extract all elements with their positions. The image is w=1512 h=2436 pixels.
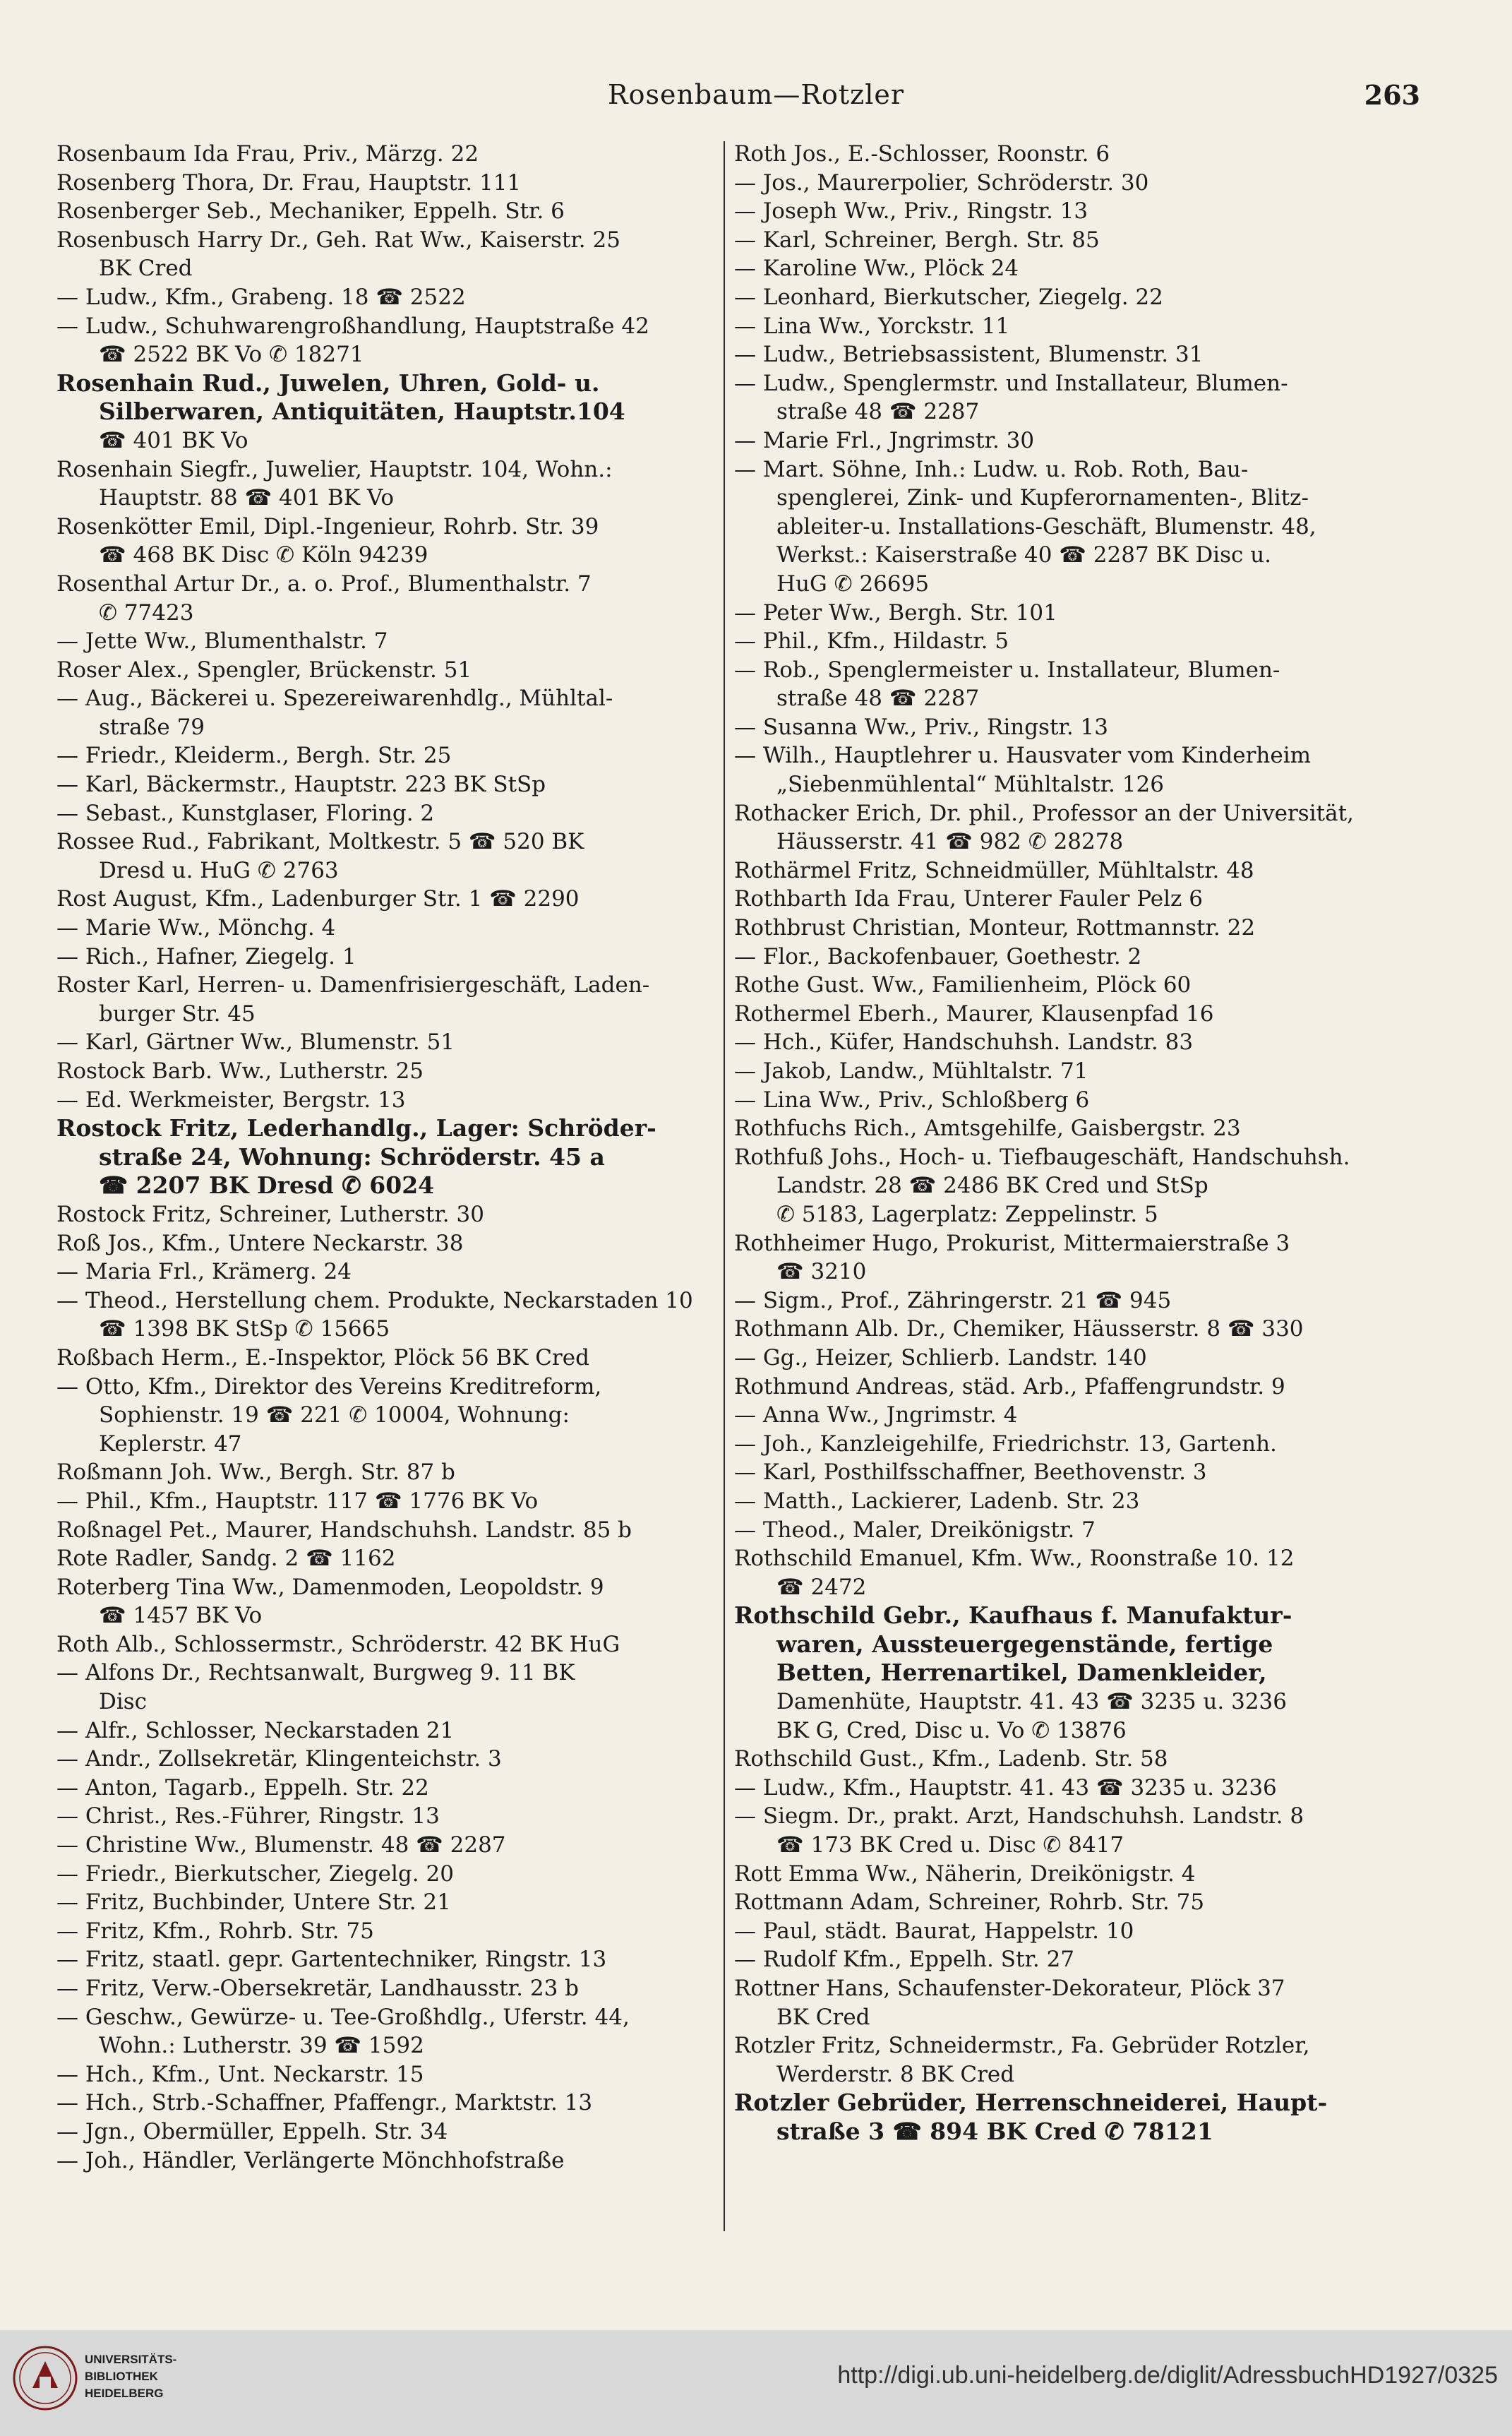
directory-entry-line: straße 3 ☎ 894 BK Cred ✆ 78121 <box>776 2117 1213 2145</box>
library-seal-icon <box>11 2343 79 2413</box>
directory-entry-line: — Friedr., Bierkutscher, Ziegelg. 20 <box>56 1861 454 1887</box>
directory-entry-line: Rothschild Emanuel, Kfm. Ww., Roonstraße 10. 12 <box>734 1546 1295 1572</box>
directory-entry-line: Roster Karl, Herren- u. Damenfrisiergeschäft, Laden- <box>56 972 650 998</box>
directory-entry-line: Rottmann Adam, Schreiner, Rohrb. Str. 75 <box>734 1889 1205 1916</box>
directory-entry-line: Rosenberg Thora, Dr. Frau, Hauptstr. 111 <box>56 169 522 196</box>
directory-entry-line: — Rob., Spenglermeister u. Installateur, Blumen- <box>734 657 1280 683</box>
directory-entry-line: ☎ 1398 BK StSp ✆ 15665 <box>99 1316 390 1342</box>
directory-entry-line: Rostock Barb. Ww., Lutherstr. 25 <box>56 1058 424 1084</box>
directory-entry-line: — Fritz, Buchbinder, Untere Str. 21 <box>56 1889 451 1916</box>
directory-entry-line: ☎ 1457 BK Vo <box>99 1603 263 1629</box>
directory-entry-line: — Marie Frl., Jngrimstr. 30 <box>734 427 1035 453</box>
directory-entry-line: — Karoline Ww., Plöck 24 <box>734 256 1019 282</box>
directory-entry-line: — Joh., Händler, Verlängerte Mönchhofstraße <box>56 2147 565 2173</box>
directory-entry-line: — Christine Ww., Blumenstr. 48 ☎ 2287 <box>56 1832 506 1858</box>
directory-entry-line: — Matth., Lackierer, Ladenb. Str. 23 <box>734 1488 1140 1514</box>
directory-entry-line: Rothfuß Johs., Hoch- u. Tiefbaugeschäft, Handschuhsh. <box>734 1144 1350 1170</box>
directory-entry-line: — Karl, Posthilfsschaffner, Beethovenstr. 3 <box>734 1459 1207 1486</box>
directory-entry-line: Rothacker Erich, Dr. phil., Professor an der Universität, <box>734 800 1354 826</box>
directory-entry-line: Roth Alb., Schlossermstr., Schröderstr. 42 BK HuG <box>56 1631 620 1657</box>
directory-entry-line: Roßnagel Pet., Maurer, Handschuhsh. Landstr. 85 b <box>56 1517 632 1543</box>
directory-entry-line: ☎ 2207 BK Dresd ✆ 6024 <box>99 1171 435 1200</box>
directory-entry-line: ☎ 468 BK Disc ✆ Köln 94239 <box>99 542 428 568</box>
directory-entry-line: — Theod., Maler, Dreikönigstr. 7 <box>734 1517 1096 1543</box>
directory-entry-line: — Hch., Kfm., Unt. Neckarstr. 15 <box>56 2061 424 2087</box>
directory-entry-line: — Fritz, Verw.-Obersekretär, Landhausstr. 23 b <box>56 1976 580 2001</box>
library-name <box>85 2351 176 2402</box>
directory-entry-line: — Rudolf Kfm., Eppelh. Str. 27 <box>734 1947 1075 1973</box>
directory-entry-line: — Mart. Söhne, Inh.: Ludw. u. Rob. Roth, Bau- <box>734 456 1249 482</box>
directory-entry-line: Rostock Fritz, Schreiner, Lutherstr. 30 <box>56 1201 484 1227</box>
directory-entry-line: Landstr. 28 ☎ 2486 BK Cred und StSp <box>776 1173 1208 1199</box>
library-name-line-1: UNIVERSITÄTS- <box>85 2353 177 2366</box>
directory-entry-line: Werkst.: Kaiserstraße 40 ☎ 2287 BK Disc u. <box>776 542 1272 568</box>
directory-entry-line: — Ludw., Kfm., Hauptstr. 41. 43 ☎ 3235 u. 3236 <box>734 1774 1277 1801</box>
directory-entry-line: Roser Alex., Spengler, Brückenstr. 51 <box>56 657 472 683</box>
directory-entry-line: — Ludw., Spenglermstr. und Installateur, Blumen- <box>734 370 1288 396</box>
directory-entry-line: — Peter Ww., Bergh. Str. 101 <box>734 599 1057 626</box>
directory-entry-line: Werderstr. 8 BK Cred <box>776 2061 1015 2087</box>
directory-entry-line: — Susanna Ww., Priv., Ringstr. 13 <box>734 714 1108 740</box>
source-url-link[interactable]: http://digi.ub.uni-heidelberg.de/diglit/AdressbuchHD1927/0325 <box>837 2362 1498 2389</box>
directory-entry-line: — Sebast., Kunstglaser, Floring. 2 <box>56 800 435 826</box>
directory-entry-line: Disc <box>99 1689 148 1715</box>
directory-entry-line: waren, Aussteuergegenstände, fertige <box>776 1630 1273 1658</box>
directory-entry-line: Rosenbusch Harry Dr., Geh. Rat Ww., Kaiserstr. 25 <box>56 227 620 253</box>
directory-entry-line: spenglerei, Zink- und Kupferornamenten-, Blitz- <box>776 485 1309 511</box>
directory-entry-line: — Karl, Schreiner, Bergh. Str. 85 <box>734 227 1100 253</box>
directory-entry-line: — Karl, Bäckermstr., Hauptstr. 223 BK StSp <box>56 772 546 798</box>
directory-entry-line: ☎ 3210 <box>776 1259 867 1285</box>
directory-entry-line: straße 24, Wohnung: Schröderstr. 45 a <box>99 1142 605 1171</box>
directory-entry-line: — Otto, Kfm., Direktor des Vereins Kreditreform, <box>56 1373 602 1399</box>
directory-entry-line: — Theod., Herstellung chem. Produkte, Neckarstaden 10 <box>56 1287 693 1313</box>
directory-entry-line: ☎ 401 BK Vo <box>99 427 248 453</box>
directory-entry-line: Rosenhain Siegfr., Juwelier, Hauptstr. 104, Wohn.: <box>56 456 613 482</box>
directory-entry-line: Roßbach Herm., E.-Inspektor, Plöck 56 BK Cred <box>56 1344 589 1371</box>
directory-entry-line: — Christ., Res.-Führer, Ringstr. 13 <box>56 1803 440 1829</box>
directory-entry-line: — Geschw., Gewürze- u. Tee-Großhdlg., Uferstr. 44, <box>56 2004 630 2030</box>
directory-entry-line: — Paul, städt. Baurat, Happelstr. 10 <box>734 1918 1134 1944</box>
directory-entry-line: — Siegm. Dr., prakt. Arzt, Handschuhsh. Landstr. 8 <box>734 1803 1304 1829</box>
directory-entry-line: HuG ✆ 26695 <box>776 571 930 597</box>
directory-entry-line: — Lina Ww., Priv., Schloßberg 6 <box>734 1087 1090 1113</box>
directory-entry-line: ☎ 2522 BK Vo ✆ 18271 <box>99 342 364 368</box>
directory-entry-line: Roth Jos., E.-Schlosser, Roonstr. 6 <box>734 141 1110 167</box>
directory-entry-line: straße 79 <box>99 714 205 740</box>
directory-entry-line: — Wilh., Hauptlehrer u. Hausvater vom Kinderheim <box>734 743 1312 769</box>
directory-entry-line: „Siebenmühlental“ Mühltalstr. 126 <box>776 772 1164 798</box>
directory-entry-line: ☎ 2472 <box>776 1574 867 1600</box>
directory-entry-line: Rothbarth Ida Frau, Unterer Fauler Pelz 6 <box>734 886 1203 912</box>
directory-entry-line: — Joh., Kanzleigehilfe, Friedrichstr. 13, Gartenh. <box>734 1431 1277 1457</box>
directory-entry-line: — Phil., Kfm., Hildastr. 5 <box>734 628 1009 655</box>
directory-entry-line: Rosenbaum Ida Frau, Priv., Märzg. 22 <box>56 141 479 167</box>
right-column <box>734 140 1408 2147</box>
column-divider <box>724 141 725 2231</box>
directory-entry-line: — Jgn., Obermüller, Eppelh. Str. 34 <box>56 2118 448 2144</box>
directory-entry-line: ✆ 5183, Lagerplatz: Zeppelinstr. 5 <box>776 1201 1158 1227</box>
directory-entry-line: — Anton, Tagarb., Eppelh. Str. 22 <box>56 1774 429 1801</box>
directory-entry-line: — Rich., Hafner, Ziegelg. 1 <box>56 943 356 969</box>
directory-entry-line: BK Cred <box>776 2004 870 2030</box>
directory-entry-line: — Gg., Heizer, Schlierb. Landstr. 140 <box>734 1344 1147 1371</box>
directory-entry-line: straße 48 ☎ 2287 <box>776 686 980 712</box>
directory-entry-line: Rothmann Alb. Dr., Chemiker, Häusserstr. 8 ☎ 330 <box>734 1316 1304 1342</box>
directory-entry-line: Rosenthal Artur Dr., a. o. Prof., Blumenthalstr. 7 <box>56 571 592 597</box>
directory-entry-line: Rotzler Gebrüder, Herrenschneiderei, Haupt- <box>734 2089 1328 2117</box>
directory-entry-line: ☎ 173 BK Cred u. Disc ✆ 8417 <box>776 1832 1124 1858</box>
directory-entry-line: BK G, Cred, Disc u. Vo ✆ 13876 <box>776 1717 1127 1743</box>
directory-entry-line: — Jakob, Landw., Mühltalstr. 71 <box>734 1058 1088 1084</box>
directory-entry-line: Rott Emma Ww., Näherin, Dreikönigstr. 4 <box>734 1861 1196 1887</box>
directory-entry-line: Rotzler Fritz, Schneidermstr., Fa. Gebrüder Rotzler, <box>734 2033 1310 2059</box>
directory-entry-line: BK Cred <box>99 256 193 282</box>
directory-entry-line: — Anna Ww., Jngrimstr. 4 <box>734 1402 1018 1428</box>
directory-entry-line: Hauptstr. 88 ☎ 401 BK Vo <box>99 485 395 511</box>
directory-entry-line: — Joseph Ww., Priv., Ringstr. 13 <box>734 198 1088 225</box>
directory-entry-line: Wohn.: Lutherstr. 39 ☎ 1592 <box>99 2033 424 2059</box>
directory-entry-line: Rothschild Gebr., Kaufhaus f. Manufaktur- <box>734 1601 1292 1630</box>
directory-entry-line: Rothe Gust. Ww., Familienheim, Plöck 60 <box>734 972 1192 998</box>
directory-entry-line: Rosenhain Rud., Juwelen, Uhren, Gold- u. <box>56 369 600 397</box>
directory-entry-line: Damenhüte, Hauptstr. 41. 43 ☎ 3235 u. 3236 <box>776 1689 1287 1715</box>
directory-entry-line: Rost August, Kfm., Ladenburger Str. 1 ☎ 2290 <box>56 886 580 912</box>
directory-entry-line: — Friedr., Kleiderm., Bergh. Str. 25 <box>56 743 452 769</box>
directory-entry-line: Rostock Fritz, Lederhandlg., Lager: Schröder- <box>56 1114 656 1142</box>
directory-entry-line: — Flor., Backofenbauer, Goethestr. 2 <box>734 943 1142 969</box>
directory-entry-line: Dresd u. HuG ✆ 2763 <box>99 857 339 883</box>
directory-entry-line: burger Str. 45 <box>99 1001 256 1027</box>
directory-entry-line: Rothschild Gust., Kfm., Ladenb. Str. 58 <box>734 1746 1168 1772</box>
directory-entry-line: Silberwaren, Antiquitäten, Hauptstr.104 <box>99 398 625 426</box>
directory-entry-line: ✆ 77423 <box>99 599 194 626</box>
directory-entry-line: Rothärmel Fritz, Schneidmüller, Mühltalstr. 48 <box>734 857 1254 883</box>
directory-entry-line: Rossee Rud., Fabrikant, Moltkestr. 5 ☎ 520 BK <box>56 829 584 855</box>
directory-entry-line: Rothermel Eberh., Maurer, Klausenpfad 16 <box>734 1001 1214 1027</box>
directory-entry-line: Rottner Hans, Schaufenster-Dekorateur, Plöck 37 <box>734 1976 1285 2001</box>
running-head: Rosenbaum—Rotzler <box>607 79 905 110</box>
directory-entry-line: — Fritz, staatl. gepr. Gartentechniker, Ringstr. 13 <box>56 1947 607 1973</box>
directory-entry-line: — Leonhard, Bierkutscher, Ziegelg. 22 <box>734 284 1163 310</box>
directory-entry-line: Rosenkötter Emil, Dipl.-Ingenieur, Rohrb. Str. 39 <box>56 513 599 539</box>
directory-entry-line: — Ed. Werkmeister, Bergstr. 13 <box>56 1087 406 1113</box>
library-name-line-3: HEIDELBERG <box>85 2387 164 2400</box>
library-name-line-2: BIBLIOTHEK <box>85 2370 158 2383</box>
directory-entry-line: — Andr., Zollsekretär, Klingenteichstr. 3 <box>56 1746 502 1772</box>
directory-entry-line: — Marie Ww., Mönchg. 4 <box>56 915 336 941</box>
directory-entry-line: — Maria Frl., Krämerg. 24 <box>56 1259 352 1285</box>
directory-entry-line: — Alfons Dr., Rechtsanwalt, Burgweg 9. 11 BK <box>56 1660 575 1686</box>
directory-entry-line: — Ludw., Betriebsassistent, Blumenstr. 31 <box>734 342 1204 368</box>
directory-entry-line: — Ludw., Kfm., Grabeng. 18 ☎ 2522 <box>56 284 466 310</box>
directory-entry-line: — Lina Ww., Yorckstr. 11 <box>734 313 1010 339</box>
directory-entry-line: — Hch., Strb.-Schaffner, Pfaffengr., Marktstr. 13 <box>56 2090 593 2116</box>
directory-entry-line: — Hch., Küfer, Handschuhsh. Landstr. 83 <box>734 1029 1194 1056</box>
directory-entry-line: Betten, Herrenartikel, Damenkleider, <box>776 1659 1267 1687</box>
directory-entry-line: Rothbrust Christian, Monteur, Rottmannstr. 22 <box>734 915 1256 941</box>
directory-entry-line: ableiter-u. Installations-Geschäft, Blumenstr. 48, <box>776 513 1316 539</box>
directory-entry-line: Keplerstr. 47 <box>99 1431 242 1457</box>
directory-entry-line: — Karl, Gärtner Ww., Blumenstr. 51 <box>56 1029 455 1056</box>
directory-entry-line: Rosenberger Seb., Mechaniker, Eppelh. Str. 6 <box>56 198 565 225</box>
directory-entry-line: — Jette Ww., Blumenthalstr. 7 <box>56 628 388 655</box>
directory-entry-line: Sophienstr. 19 ☎ 221 ✆ 10004, Wohnung: <box>99 1402 570 1428</box>
directory-entry-line: — Jos., Maurerpolier, Schröderstr. 30 <box>734 169 1149 196</box>
page-number: 263 <box>1364 79 1420 111</box>
directory-entry-line: — Ludw., Schuhwarengroßhandlung, Hauptstraße 42 <box>56 313 649 339</box>
directory-entry-line: — Aug., Bäckerei u. Spezereiwarenhdlg., Mühltal- <box>56 686 613 712</box>
directory-entry-line: Rothfuchs Rich., Amtsgehilfe, Gaisbergstr. 23 <box>734 1116 1241 1142</box>
directory-entry-line: Rothmund Andreas, städ. Arb., Pfaffengrundstr. 9 <box>734 1373 1285 1399</box>
directory-entry-line: — Phil., Kfm., Hauptstr. 117 ☎ 1776 BK Vo <box>56 1488 539 1514</box>
directory-entry-line: — Fritz, Kfm., Rohrb. Str. 75 <box>56 1918 374 1944</box>
directory-entry-line: — Alfr., Schlosser, Neckarstaden 21 <box>56 1717 455 1743</box>
directory-entry-line: Rothheimer Hugo, Prokurist, Mittermaierstraße 3 <box>734 1230 1290 1256</box>
directory-entry-line: — Sigm., Prof., Zähringerstr. 21 ☎ 945 <box>734 1287 1172 1313</box>
directory-entry-line: Roß Jos., Kfm., Untere Neckarstr. 38 <box>56 1230 464 1256</box>
directory-entry-line: Roßmann Joh. Ww., Bergh. Str. 87 b <box>56 1459 455 1486</box>
directory-entry-line: straße 48 ☎ 2287 <box>776 399 980 425</box>
directory-entry-line: Rote Radler, Sandg. 2 ☎ 1162 <box>56 1546 396 1572</box>
directory-entry-line: Häusserstr. 41 ☎ 982 ✆ 28278 <box>776 829 1124 855</box>
directory-entry-line: Roterberg Tina Ww., Damenmoden, Leopoldstr. 9 <box>56 1574 604 1600</box>
left-column <box>56 140 731 2175</box>
library-logo[interactable] <box>11 2337 188 2422</box>
